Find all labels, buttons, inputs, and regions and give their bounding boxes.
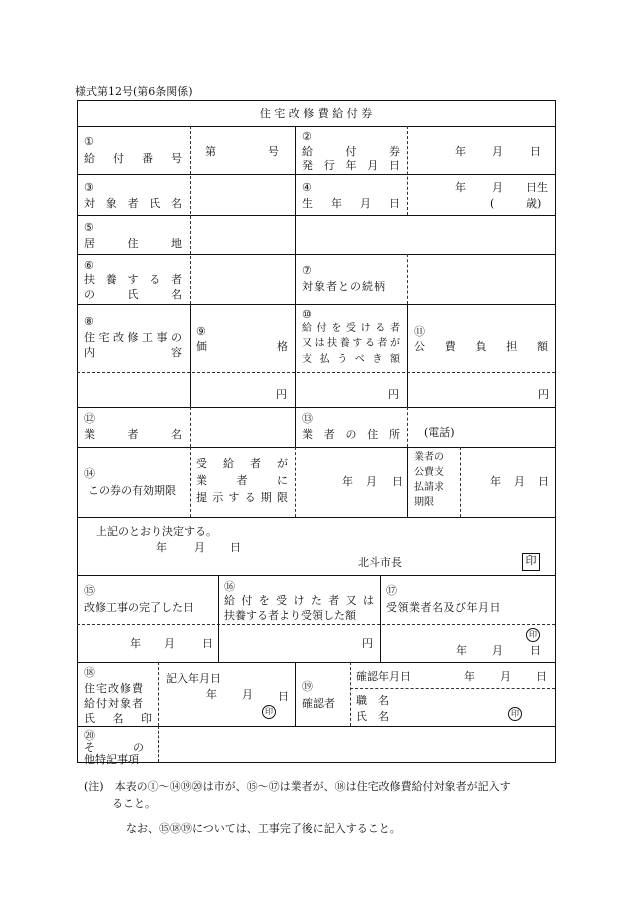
label-claim-2: 公費支 xyxy=(414,467,444,478)
label-contractor-address: 業 者 の 住 所 xyxy=(302,428,400,441)
received-yen: 円 xyxy=(362,637,373,650)
confirm-year-unit: 年 xyxy=(464,670,475,683)
col-line xyxy=(218,575,219,662)
label-present-2: 業 者 に xyxy=(196,474,288,487)
col-line xyxy=(295,407,296,447)
present-year-unit: 年 xyxy=(342,475,353,488)
row-line xyxy=(77,662,555,663)
label-public-burden: 公 費 負 担 額 xyxy=(414,340,548,353)
contractor-seal: 印 xyxy=(526,628,540,642)
table-top-border xyxy=(77,100,555,101)
col-line-dashed xyxy=(190,407,191,447)
label-relationship: 対象者との続柄 xyxy=(302,280,386,293)
col-line xyxy=(407,304,408,407)
label-received-2: 扶養する者より受領した額 xyxy=(224,609,356,622)
form-number: 様式第12号(第6条関係) xyxy=(75,85,193,98)
label-num-20: ⑳ xyxy=(84,729,95,742)
row-line xyxy=(77,254,555,255)
birth-year-unit: 年 xyxy=(455,181,466,194)
row-line xyxy=(77,126,555,127)
label-claim-1: 業者の xyxy=(414,452,444,463)
label-recipient-1: 住宅改修費 xyxy=(84,682,144,695)
label-benefit-number: 給 付 番 号 xyxy=(84,152,182,165)
col-line xyxy=(380,575,381,662)
label-received-1: 給 付 を 受 け た 者 又 は xyxy=(224,594,374,607)
entry-day-unit: 日 xyxy=(278,690,289,703)
completion-month-unit: 月 xyxy=(164,637,175,650)
label-num-6: ⑥ xyxy=(84,259,94,272)
col-line-dashed xyxy=(407,126,408,215)
present-day-unit: 日 xyxy=(392,475,403,488)
col-line-dashed xyxy=(407,407,408,447)
label-voucher: 給 付 券 xyxy=(302,145,400,158)
row-line xyxy=(77,517,555,518)
label-recipient-3: 氏 名 印 xyxy=(84,712,152,725)
label-num-15: ⑮ xyxy=(84,584,95,597)
claim-year-unit: 年 xyxy=(490,475,501,488)
birth-day-unit: 日生 xyxy=(526,181,548,194)
mayor-seal: 印 xyxy=(522,553,540,571)
col-line-dashed xyxy=(407,254,408,304)
label-payment-3: 支 払 う べ き 額 xyxy=(302,354,400,365)
present-month-unit: 月 xyxy=(366,475,377,488)
price-yen: 円 xyxy=(276,388,287,401)
label-num-10: ⑩ xyxy=(302,308,312,321)
label-special-1: そ の xyxy=(84,741,144,754)
label-entry-date: 記入年月日 xyxy=(166,672,221,685)
label-confirm-date: 確認年月日 xyxy=(356,670,411,683)
row-line xyxy=(77,726,555,727)
label-num-7: ⑦ xyxy=(302,264,312,277)
label-work-content-2: 内 容 xyxy=(84,346,182,359)
decision-day-unit: 日 xyxy=(230,541,241,554)
label-confirmer: 確認者 xyxy=(302,697,335,710)
label-claim-3: 払請求 xyxy=(414,482,444,493)
age-unit: 歳) xyxy=(526,197,542,210)
issue-year-unit: 年 xyxy=(455,145,466,158)
note-line-3: なお、⑮⑱⑲については、工事完了後に記入すること。 xyxy=(126,822,401,835)
row-line xyxy=(77,447,555,448)
label-num-9: ⑨ xyxy=(196,325,206,338)
label-num-18: ⑱ xyxy=(84,666,95,679)
label-num-4: ④ xyxy=(302,181,312,194)
label-contractor-name: 業 者 名 xyxy=(84,428,182,441)
row-line-dashed xyxy=(77,372,555,373)
label-present-3: 提 示 す る 期 限 xyxy=(196,491,288,504)
entry-month-unit: 月 xyxy=(242,688,253,701)
birth-month-unit: 月 xyxy=(492,181,503,194)
label-receiving-contractor: 受領業者名及び年月日 xyxy=(386,601,501,614)
label-num-12: ⑫ xyxy=(84,412,95,425)
label-work-content: 住 宅 改 修 工 事 の xyxy=(84,331,182,344)
label-recipient-2: 給付対象者 xyxy=(84,697,144,710)
payment-yen: 円 xyxy=(388,388,399,401)
decision-month-unit: 月 xyxy=(194,541,205,554)
issue-month-unit: 月 xyxy=(492,145,503,158)
col-line xyxy=(295,126,296,304)
issue-day-unit: 日 xyxy=(530,145,541,158)
col-line-dashed xyxy=(295,447,296,517)
decision-year-unit: 年 xyxy=(156,541,167,554)
label-num-16: ⑯ xyxy=(224,580,235,593)
recipient-seal: 印 xyxy=(262,705,276,719)
label-num-19: ⑲ xyxy=(302,680,313,693)
label-birth-date: 生 年 月 日 xyxy=(302,197,400,210)
label-num-5: ⑤ xyxy=(84,221,94,234)
label-issue-date: 発 行 年 月 日 xyxy=(302,159,400,172)
label-payment-1: 給 付 を 受 け る 者 xyxy=(302,323,400,334)
label-phone: (電話) xyxy=(424,426,455,439)
col-line xyxy=(190,304,191,407)
label-num-14: ⑭ xyxy=(84,467,95,480)
claim-month-unit: 月 xyxy=(514,475,525,488)
col-line-dashed xyxy=(460,447,461,517)
completion-day-unit: 日 xyxy=(202,637,213,650)
col-line-dashed xyxy=(350,662,351,726)
label-supporter-name: の 氏 名 xyxy=(84,288,182,301)
label-confirmer-name: 氏 名 xyxy=(356,710,389,723)
age-open: ( xyxy=(490,197,495,210)
label-price: 価 格 xyxy=(196,340,288,353)
note-line-1: (注) 本表の①〜⑭⑲⑳は市が、⑮〜⑰は業者が、⑱は住宅改修費給付対象者が記入す xyxy=(84,780,511,793)
label-present-1: 受 給 者 が xyxy=(196,457,288,470)
claim-day-unit: 日 xyxy=(538,475,549,488)
row-line xyxy=(77,407,555,408)
confirm-line-dashed xyxy=(350,688,555,689)
label-residence: 居 住 地 xyxy=(84,237,182,250)
label-payment-2: 又 は 扶 養 す る 者 が xyxy=(302,338,400,349)
col-line-dashed xyxy=(158,662,159,726)
label-num-3: ③ xyxy=(84,181,94,194)
col-line-dashed xyxy=(158,726,159,762)
label-special-2: 他特記事項 xyxy=(84,753,139,766)
col-line xyxy=(295,304,296,407)
label-num-17: ⑰ xyxy=(386,584,397,597)
decision-text: 上記のとおり決定する。 xyxy=(96,525,217,538)
table-bottom-border xyxy=(77,762,556,763)
col-line-dashed xyxy=(190,447,191,517)
mayor-title: 北斗市長 xyxy=(358,556,402,569)
number-suffix: 号 xyxy=(268,145,279,158)
label-supporter: 扶 養 す る 者 xyxy=(84,273,182,286)
col-line xyxy=(407,447,408,517)
receipt-month-unit: 月 xyxy=(492,644,503,657)
label-num-11: ⑪ xyxy=(414,325,425,338)
row-line-dashed xyxy=(77,624,555,625)
label-num-13: ⑬ xyxy=(302,412,313,425)
voucher-title: 住 宅 改 修 費 給 付 券 xyxy=(259,107,373,120)
row-line xyxy=(77,174,555,175)
col-line-dashed xyxy=(190,126,191,304)
number-prefix: 第 xyxy=(205,145,216,158)
burden-yen: 円 xyxy=(538,388,549,401)
confirmer-seal: 印 xyxy=(508,707,522,721)
table-right-border xyxy=(555,100,556,762)
entry-year-unit: 年 xyxy=(206,688,217,701)
row-line xyxy=(77,215,555,216)
label-subject-name: 対 象 者 氏 名 xyxy=(84,197,182,210)
row-line xyxy=(77,575,555,576)
receipt-day-unit: 日 xyxy=(530,644,541,657)
label-completion-date: 改修工事の完了した日 xyxy=(84,601,194,614)
col-line xyxy=(295,662,296,726)
confirm-month-unit: 月 xyxy=(500,670,511,683)
label-num-8: ⑧ xyxy=(84,315,94,328)
label-num-1: ① xyxy=(84,135,94,148)
row-line xyxy=(77,304,555,305)
label-validity: この券の有効期限 xyxy=(88,484,176,497)
receipt-year-unit: 年 xyxy=(456,644,467,657)
completion-year-unit: 年 xyxy=(130,637,141,650)
confirm-day-unit: 日 xyxy=(536,670,547,683)
label-job-title: 職 名 xyxy=(356,694,389,707)
label-claim-4: 期限 xyxy=(414,497,434,508)
label-num-2: ② xyxy=(302,130,312,143)
note-line-2: ること。 xyxy=(112,797,156,810)
